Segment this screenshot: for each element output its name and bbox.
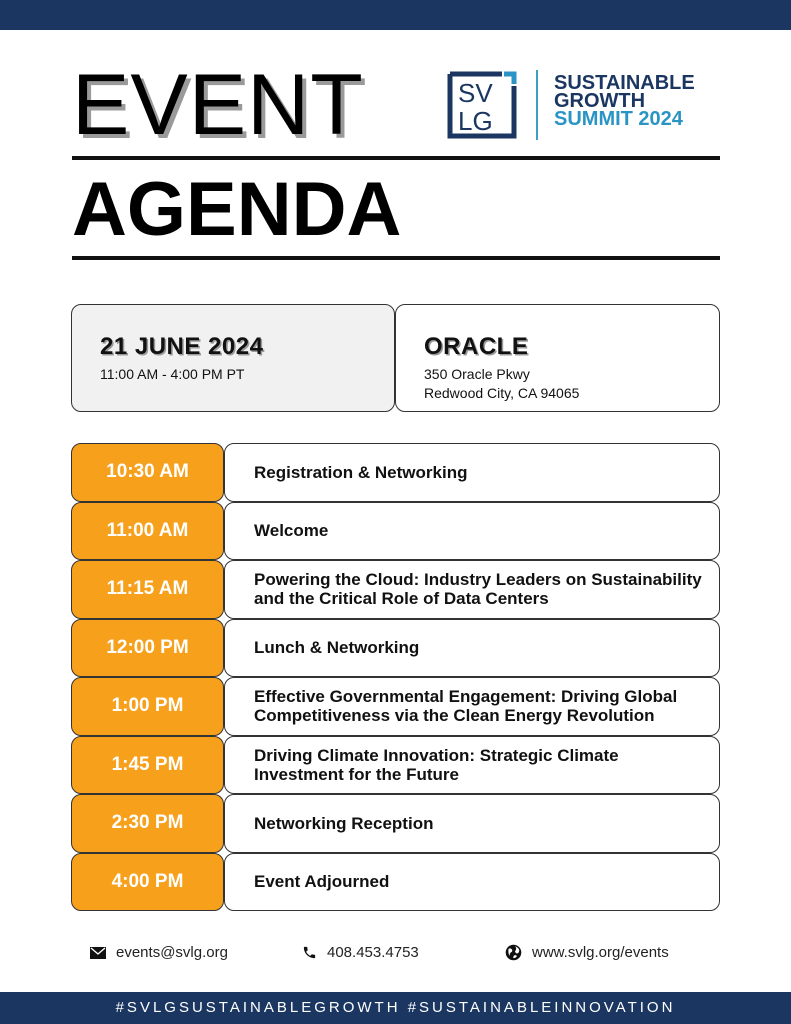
agenda-time: 2:30 PM [71,794,224,853]
venue-name: ORACLE [424,333,529,360]
svlg-logo [446,70,518,140]
venue-address [424,365,579,403]
agenda-row [71,677,720,736]
agenda-session: Powering the Cloud: Industry Leaders on Sustainability and the Critical Role of Data Centers [224,560,720,619]
date-box [71,304,395,412]
logo-line-1: SUSTAINABLE [554,72,695,94]
logo-line-2: GROWTH [554,90,646,112]
agenda-row [71,794,720,853]
agenda-row [71,736,720,795]
agenda-row [71,560,720,619]
agenda-row [71,502,720,561]
contact-phone[interactable] [302,944,419,961]
phone-icon [302,945,317,960]
agenda-row [71,853,720,912]
venue-box [395,304,720,412]
title-agenda: AGENDA [72,167,402,252]
event-date: 21 JUNE 2024 [100,333,264,360]
logo-letters-bottom: LG [458,106,493,136]
logo-divider [536,70,538,140]
address-line-1: 350 Oracle Pkwy [424,366,530,382]
agenda-time: 10:30 AM [71,443,224,502]
title-divider-top [72,156,720,160]
agenda-session: Networking Reception [224,794,720,853]
logo-wordmark [554,74,695,128]
title-event: EVENT [72,57,364,153]
agenda-row [71,443,720,502]
agenda-time: 11:15 AM [71,560,224,619]
website-link[interactable]: www.svlg.org/events [532,944,669,961]
agenda-time: 1:45 PM [71,736,224,795]
agenda-session: Driving Climate Innovation: Strategic Climate Investment for the Future [224,736,720,795]
agenda-time: 11:00 AM [71,502,224,561]
agenda-time: 4:00 PM [71,853,224,912]
agenda-list [71,443,720,911]
contact-website[interactable] [505,944,669,961]
agenda-time: 12:00 PM [71,619,224,678]
agenda-time: 1:00 PM [71,677,224,736]
title-divider-bottom [72,256,720,260]
event-time: 11:00 AM - 4:00 PM PT [100,366,245,382]
agenda-session: Event Adjourned [224,853,720,912]
agenda-session: Lunch & Networking [224,619,720,678]
address-line-2: Redwood City, CA 94065 [424,385,580,401]
logo-letters-top: SV [458,78,493,108]
phone-number[interactable]: 408.453.4753 [327,944,419,961]
agenda-session: Registration & Networking [224,443,720,502]
footer-hashtags: #SVLGSUSTAINABLEGROWTH #SUSTAINABLEINNOVATION [0,992,791,1024]
top-banner [0,0,791,30]
globe-icon [505,944,522,961]
agenda-row [71,619,720,678]
envelope-icon [90,947,106,959]
contact-email[interactable] [90,944,228,961]
logo-line-3: SUMMIT 2024 [554,108,683,130]
agenda-session: Welcome [224,502,720,561]
email-link[interactable]: events@svlg.org [116,944,228,961]
agenda-session: Effective Governmental Engagement: Driving Global Competitiveness via the Clean Energy Revolution [224,677,720,736]
